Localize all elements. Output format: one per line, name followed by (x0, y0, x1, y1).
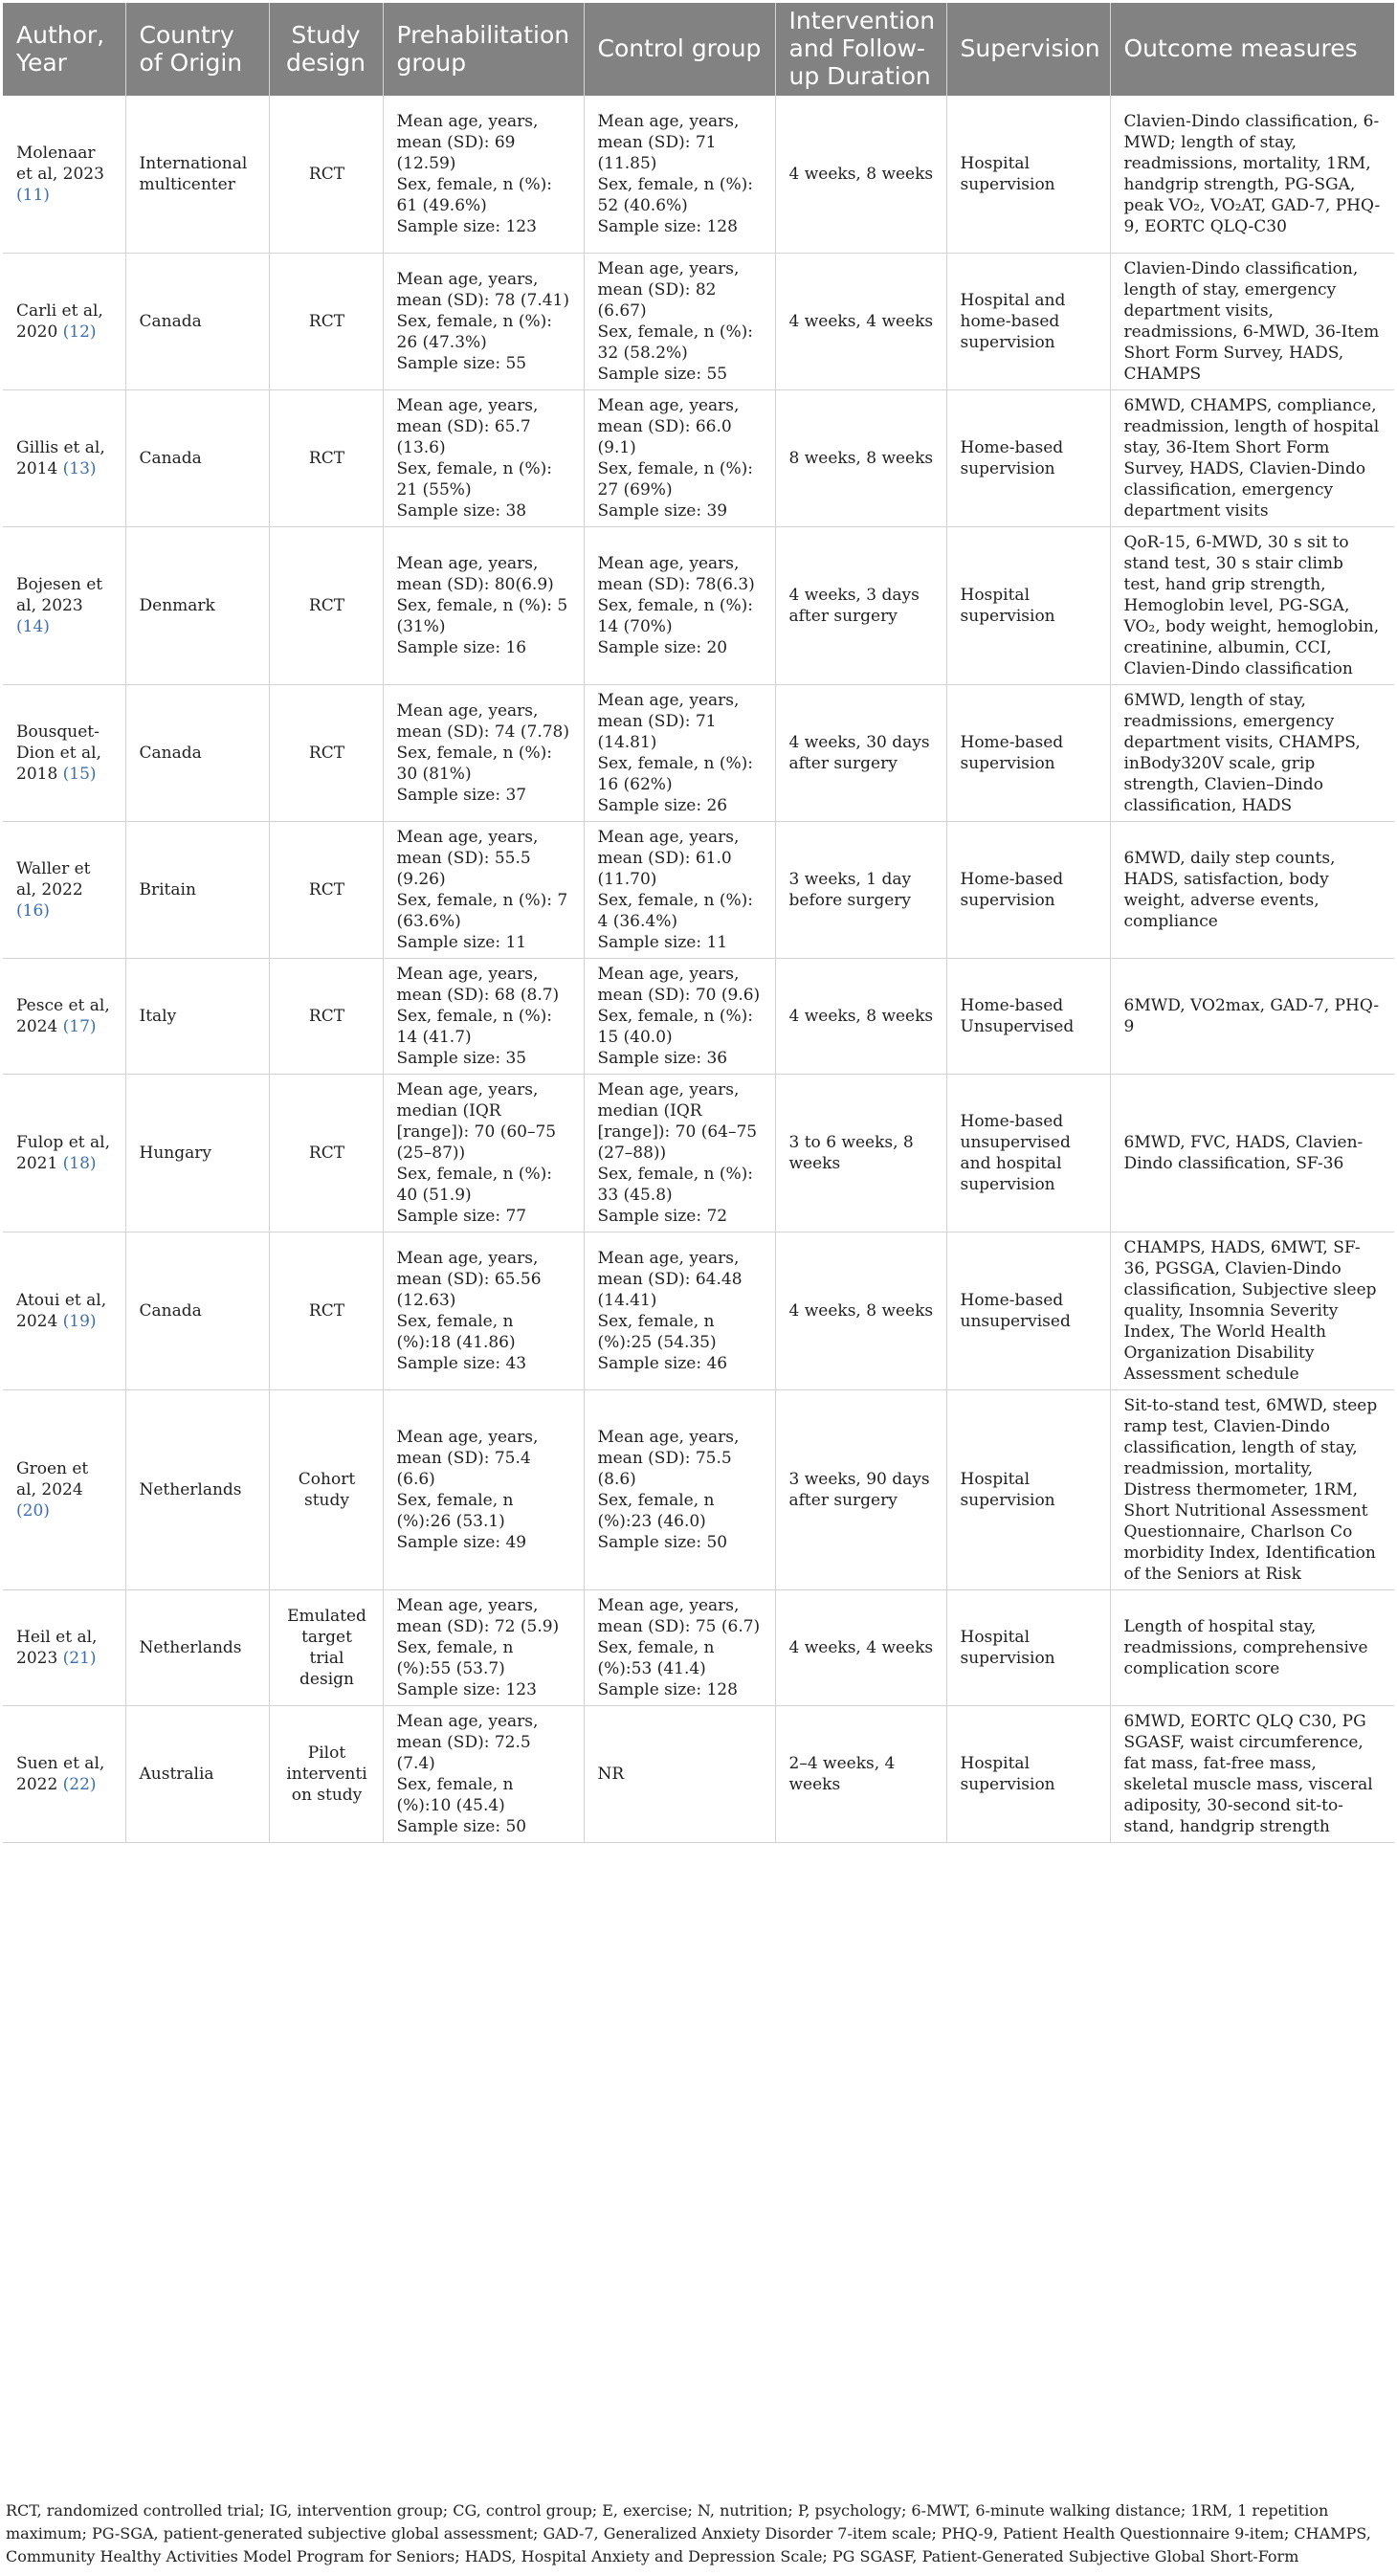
outcome-measures-cell: Clavien-Dindo classification, 6-MWD; length of stay, readmissions, mortality, 1RM, handgrip strength, PG-SGA, peak VO₂, VO₂AT, GAD-7, PHQ-9, EORTC QLQ-C30 (1110, 96, 1394, 253)
table-row (3, 389, 1394, 526)
duration-cell: 4 weeks, 30 days after surgery (775, 684, 946, 821)
control-group-cell: Mean age, years, mean (SD): 70 (9.6) Sex, female, n (%): 15 (40.0) Sample size: 36 (584, 958, 775, 1074)
duration-cell: 3 weeks, 1 day before surgery (775, 821, 946, 958)
country-cell: International multicenter (125, 96, 269, 253)
author-cell (3, 389, 125, 526)
prehabilitation-group-cell: Mean age, years, mean (SD): 78 (7.41) Sex, female, n (%): 26 (47.3%) Sample size: 55 (383, 253, 584, 389)
reference-link[interactable]: (13) (62, 458, 97, 478)
country-cell: Britain (125, 821, 269, 958)
table-row (3, 684, 1394, 821)
table-row (3, 96, 1394, 253)
reference-link[interactable]: (14) (16, 616, 50, 636)
study-design-cell: RCT (269, 821, 383, 958)
study-design-cell: RCT (269, 526, 383, 684)
study-design-cell: RCT (269, 253, 383, 389)
supervision-cell: Hospital and home-based supervision (946, 253, 1110, 389)
author-cell (3, 684, 125, 821)
author-cell (3, 958, 125, 1074)
supervision-cell: Home-based supervision (946, 684, 1110, 821)
author-name: Molenaar et al, 2023 (16, 143, 104, 184)
study-design-cell: RCT (269, 96, 383, 253)
duration-cell: 4 weeks, 4 weeks (775, 253, 946, 389)
prehabilitation-group-cell: Mean age, years, mean (SD): 68 (8.7) Sex, female, n (%): 14 (41.7) Sample size: 35 (383, 958, 584, 1074)
header-row (3, 3, 1394, 96)
supervision-cell: Hospital supervision (946, 526, 1110, 684)
author-name: Gillis et al, 2014 (16, 437, 105, 478)
author-name: Carli et al, 2020 (16, 300, 103, 342)
author-name: Groen et al, 2024 (16, 1458, 89, 1499)
control-group-cell: Mean age, years, mean (SD): 75 (6.7) Sex, female, n (%):53 (41.4) Sample size: 128 (584, 1589, 775, 1705)
duration-cell: 2–4 weeks, 4 weeks (775, 1705, 946, 1842)
table-footnote: RCT, randomized controlled trial; IG, intervention group; CG, control group; E, exercise; N, nutrition; P, psychology; 6-MWT, 6-minute walking distance; 1RM, 1 repetition maximum; PG-SGA, patient-generated subjective global assessment; GAD-7, Generalized Anxiety Disorder 7-item scale; PHQ-9, Patient Health Questionnaire 9-item; CHAMPS, Community Healthy Activities Model Program for Seniors; HADS, Hospital Anxiety and Depression Scale; PG SGASF, Patient-Generated Subjective Global Short-Form (6, 2501, 1371, 2565)
author-cell (3, 96, 125, 253)
prehabilitation-group-cell: Mean age, years, mean (SD): 65.56 (12.63) Sex, female, n (%):18 (41.86) Sample size: 43 (383, 1232, 584, 1389)
header-control-group: Control group (584, 3, 775, 96)
supervision-cell: Hospital supervision (946, 96, 1110, 253)
control-group-cell: Mean age, years, mean (SD): 64.48 (14.41) Sex, female, n (%):25 (54.35) Sample size: 46 (584, 1232, 775, 1389)
study-design-cell: RCT (269, 1232, 383, 1389)
country-cell: Canada (125, 389, 269, 526)
outcome-measures-cell: CHAMPS, HADS, 6MWT, SF-36, PGSGA, Clavien-Dindo classification, Subjective sleep quality, Insomnia Severity Index, The World Health Organization Disability Assessment schedule (1110, 1232, 1394, 1389)
supervision-cell: Home-based supervision (946, 821, 1110, 958)
country-cell: Hungary (125, 1074, 269, 1232)
table-row (3, 1705, 1394, 1842)
prehabilitation-group-cell: Mean age, years, mean (SD): 74 (7.78) Sex, female, n (%): 30 (81%) Sample size: 37 (383, 684, 584, 821)
duration-cell: 8 weeks, 8 weeks (775, 389, 946, 526)
author-cell (3, 1232, 125, 1389)
outcome-measures-cell: Clavien-Dindo classification, length of stay, emergency department visits, readmissions, 6-MWD, 36-Item Short Form Survey, HADS, CHAMPS (1110, 253, 1394, 389)
table-row (3, 253, 1394, 389)
country-cell: Canada (125, 684, 269, 821)
author-name: Fulop et al, 2021 (16, 1132, 110, 1173)
supervision-cell: Home-based supervision (946, 389, 1110, 526)
author-name: Bojesen et al, 2023 (16, 574, 103, 615)
outcome-measures-cell: 6MWD, CHAMPS, compliance, readmission, length of hospital stay, 36-Item Short Form Survey, HADS, Clavien-Dindo classification, emergency department visits (1110, 389, 1394, 526)
outcome-measures-cell: 6MWD, FVC, HADS, Clavien-Dindo classification, SF-36 (1110, 1074, 1394, 1232)
reference-link[interactable]: (21) (62, 1648, 97, 1668)
control-group-cell: Mean age, years, mean (SD): 71 (11.85) Sex, female, n (%): 52 (40.6%) Sample size: 128 (584, 96, 775, 253)
control-group-cell: Mean age, years, mean (SD): 71 (14.81) Sex, female, n (%): 16 (62%) Sample size: 26 (584, 684, 775, 821)
prehabilitation-group-cell: Mean age, years, mean (SD): 69 (12.59) Sex, female, n (%): 61 (49.6%) Sample size: 123 (383, 96, 584, 253)
control-group-cell: Mean age, years, mean (SD): 75.5 (8.6) Sex, female, n (%):23 (46.0) Sample size: 50 (584, 1389, 775, 1589)
outcome-measures-cell: Length of hospital stay, readmissions, comprehensive complication score (1110, 1589, 1394, 1705)
supervision-cell: Home-based unsupervised and hospital supervision (946, 1074, 1110, 1232)
supervision-cell: Hospital supervision (946, 1389, 1110, 1589)
header-duration: Intervention and Follow-up Duration (775, 3, 946, 96)
supervision-cell: Hospital supervision (946, 1589, 1110, 1705)
outcome-measures-cell: 6MWD, VO2max, GAD-7, PHQ-9 (1110, 958, 1394, 1074)
table-header (3, 3, 1394, 96)
header-author-year: Author, Year (3, 3, 125, 96)
duration-cell: 3 to 6 weeks, 8 weeks (775, 1074, 946, 1232)
prehabilitation-group-cell: Mean age, years, mean (SD): 65.7 (13.6) Sex, female, n (%): 21 (55%) Sample size: 38 (383, 389, 584, 526)
table-row (3, 1589, 1394, 1705)
duration-cell: 4 weeks, 4 weeks (775, 1589, 946, 1705)
control-group-cell: Mean age, years, mean (SD): 78(6.3) Sex, female, n (%): 14 (70%) Sample size: 20 (584, 526, 775, 684)
control-group-cell: Mean age, years, mean (SD): 61.0 (11.70) Sex, female, n (%): 4 (36.4%) Sample size: 11 (584, 821, 775, 958)
outcome-measures-cell: QoR-15, 6-MWD, 30 s sit to stand test, 30 s stair climb test, hand grip strength, Hemoglobin level, PG-SGA, VO₂, body weight, hemoglobin, creatinine, albumin, CCI, Clavien-Dindo classification (1110, 526, 1394, 684)
study-design-cell: RCT (269, 1074, 383, 1232)
header-prehabilitation-group: Prehabilitation group (383, 3, 584, 96)
reference-link[interactable]: (18) (62, 1153, 97, 1173)
study-design-cell: Cohort study (269, 1389, 383, 1589)
table-row (3, 1389, 1394, 1589)
control-group-cell: Mean age, years, mean (SD): 66.0 (9.1) Sex, female, n (%): 27 (69%) Sample size: 39 (584, 389, 775, 526)
author-cell (3, 253, 125, 389)
study-characteristics-table (3, 3, 1394, 1843)
table-row (3, 1232, 1394, 1389)
table-row (3, 526, 1394, 684)
country-cell: Australia (125, 1705, 269, 1842)
duration-cell: 4 weeks, 8 weeks (775, 958, 946, 1074)
outcome-measures-cell: Sit-to-stand test, 6MWD, steep ramp test, Clavien-Dindo classification, length of stay, readmission, mortality, Distress thermometer, 1RM, Short Nutritional Assessment Questionnaire, Charlson Co morbidity Index, Identification of the Seniors at Risk (1110, 1389, 1394, 1589)
author-cell (3, 1705, 125, 1842)
country-cell: Netherlands (125, 1589, 269, 1705)
prehabilitation-group-cell: Mean age, years, mean (SD): 75.4 (6.6) Sex, female, n (%):26 (53.1) Sample size: 49 (383, 1389, 584, 1589)
supervision-cell: Home-based unsupervised (946, 1232, 1110, 1389)
country-cell: Canada (125, 1232, 269, 1389)
table-row (3, 821, 1394, 958)
control-group-cell: Mean age, years, median (IQR [range]): 70 (64–75 (27–88)) Sex, female, n (%): 33 (45.8) Sample size: 72 (584, 1074, 775, 1232)
country-cell: Italy (125, 958, 269, 1074)
control-group-cell: Mean age, years, mean (SD): 82 (6.67) Sex, female, n (%): 32 (58.2%) Sample size: 55 (584, 253, 775, 389)
country-cell: Netherlands (125, 1389, 269, 1589)
table-row (3, 1074, 1394, 1232)
header-outcome-measures: Outcome measures (1110, 3, 1394, 96)
header-supervision: Supervision (946, 3, 1110, 96)
supervision-cell: Home-based Unsupervised (946, 958, 1110, 1074)
reference-link[interactable]: (20) (16, 1500, 50, 1521)
duration-cell: 3 weeks, 90 days after surgery (775, 1389, 946, 1589)
prehabilitation-group-cell: Mean age, years, mean (SD): 72.5 (7.4) Sex, female, n (%):10 (45.4) Sample size: 50 (383, 1705, 584, 1842)
prehabilitation-group-cell: Mean age, years, mean (SD): 55.5 (9.26) Sex, female, n (%): 7 (63.6%) Sample size: 11 (383, 821, 584, 958)
outcome-measures-cell: 6MWD, EORTC QLQ C30, PG SGASF, waist circumference, fat mass, fat-free mass, skeletal muscle mass, visceral adiposity, 30-second sit-to-stand, handgrip strength (1110, 1705, 1394, 1842)
author-cell (3, 1074, 125, 1232)
author-name: Pesce et al, 2024 (16, 995, 110, 1036)
study-design-cell: Pilot intervention study (269, 1705, 383, 1842)
outcome-measures-cell: 6MWD, daily step counts, HADS, satisfaction, body weight, adverse events, compliance (1110, 821, 1394, 958)
study-design-cell: Emulated target trial design (269, 1589, 383, 1705)
study-design-cell: RCT (269, 684, 383, 821)
author-name: Heil et al, 2023 (16, 1627, 98, 1668)
reference-link[interactable]: (11) (16, 185, 50, 205)
prehabilitation-group-cell: Mean age, years, median (IQR [range]): 70 (60–75 (25–87)) Sex, female, n (%): 40 (51.9) Sample size: 77 (383, 1074, 584, 1232)
prehabilitation-group-cell: Mean age, years, mean (SD): 80(6.9) Sex, female, n (%): 5 (31%) Sample size: 16 (383, 526, 584, 684)
study-design-cell: RCT (269, 389, 383, 526)
country-cell: Canada (125, 253, 269, 389)
author-name: Waller et al, 2022 (16, 858, 91, 899)
reference-link[interactable]: (12) (62, 322, 97, 342)
reference-link[interactable]: (16) (16, 900, 50, 921)
duration-cell: 4 weeks, 8 weeks (775, 96, 946, 253)
supervision-cell: Hospital supervision (946, 1705, 1110, 1842)
reference-link[interactable]: (17) (62, 1016, 97, 1036)
author-cell (3, 821, 125, 958)
prehabilitation-group-cell: Mean age, years, mean (SD): 72 (5.9) Sex, female, n (%):55 (53.7) Sample size: 123 (383, 1589, 584, 1705)
reference-link[interactable]: (22) (62, 1774, 97, 1794)
author-name: Suen et al, 2022 (16, 1753, 105, 1794)
study-design-cell: RCT (269, 958, 383, 1074)
duration-cell: 4 weeks, 8 weeks (775, 1232, 946, 1389)
author-cell (3, 1389, 125, 1589)
header-study-design: Study design (269, 3, 383, 96)
author-name: Bousquet-Dion et al, 2018 (16, 722, 101, 784)
country-cell: Denmark (125, 526, 269, 684)
author-name: Atoui et al, 2024 (16, 1290, 107, 1331)
header-country: Country of Origin (125, 3, 269, 96)
outcome-measures-cell: 6MWD, length of stay, readmissions, emergency department visits, CHAMPS, inBody320V scale, grip strength, Clavien–Dindo classification, HADS (1110, 684, 1394, 821)
reference-link[interactable]: (19) (62, 1311, 97, 1331)
control-group-cell: NR (584, 1705, 775, 1842)
reference-link[interactable]: (15) (62, 764, 97, 784)
table-row (3, 958, 1394, 1074)
author-cell (3, 526, 125, 684)
author-cell (3, 1589, 125, 1705)
table-body (3, 96, 1394, 1842)
duration-cell: 4 weeks, 3 days after surgery (775, 526, 946, 684)
